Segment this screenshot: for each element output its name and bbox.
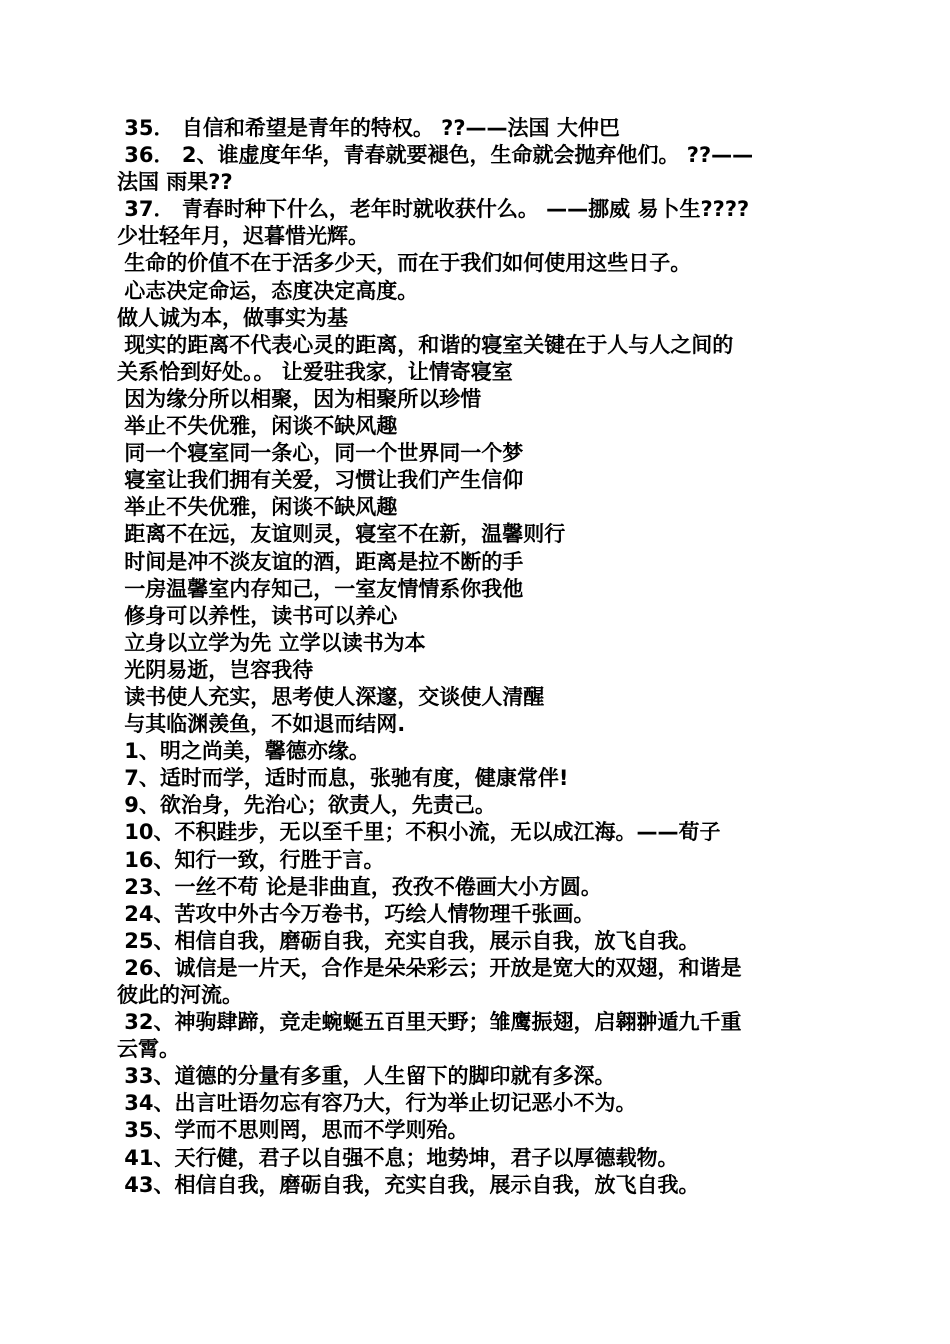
text-line: 寝室让我们拥有关爱，习惯让我们产生信仰 <box>117 468 524 493</box>
text-line: 26、诚信是一片天，合作是朵朵彩云；开放是宽大的双翅，和谐是 <box>117 955 742 980</box>
text-line: 关系恰到好处。。 让爱驻我家，让情寄寝室 <box>117 359 513 384</box>
text-line: 与其临渊羡鱼，不如退而结网. <box>117 712 406 737</box>
text-line: 36． 2、谁虚度年华，青春就要褪色，生命就会抛弃他们。 ??—— <box>117 143 754 168</box>
text-line: 41、天行健，君子以自强不息；地势坤，君子以厚德载物。 <box>117 1145 679 1170</box>
text-line: 彼此的河流。 <box>117 983 243 1007</box>
text-line: 法国 雨果?? <box>117 170 233 195</box>
text-line: 35、学而不思则罔，思而不学则殆。 <box>117 1118 469 1143</box>
text-line: 因为缘分所以相聚，因为相聚所以珍惜 <box>117 386 482 411</box>
text-line: 现实的距离不代表心灵的距离，和谐的寝室关键在于人与人之间的 <box>117 332 734 357</box>
text-line: 37． 青春时种下什么，老年时就收获什么。 ——挪威 易卜生???? <box>117 197 750 222</box>
text-line: 34、出言吐语勿忘有容乃大，行为举止切记恶小不为。 <box>117 1091 637 1116</box>
text-line: 少壮轻年月，迟暮惜光辉。 <box>117 224 369 249</box>
text-line: 举止不失优雅，闲谈不缺风趣 <box>117 414 398 439</box>
text-line: 32、神驹肆蹄，竞走蜿蜒五百里天野；雏鹰振翅，启翱翀遁九千重 <box>117 1010 742 1035</box>
text-line: 修身可以养性，读书可以养心 <box>117 603 398 628</box>
text-line: 9、欲治身，先治心；欲责人，先责己。 <box>117 793 496 818</box>
document-body <box>117 115 832 1199</box>
text-line: 举止不失优雅，闲谈不缺风趣 <box>117 495 398 520</box>
text-line: 35． 自信和希望是青年的特权。 ??——法国 大仲巴 <box>117 116 620 140</box>
text-line: 同一个寝室同一条心，同一个世界同一个梦 <box>117 441 524 466</box>
text-line: 读书使人充实，思考使人深邃，交谈使人清醒 <box>117 684 545 709</box>
text-line: 心志决定命运，态度决定高度。 <box>117 278 419 303</box>
text-line: 1、明之尚美，馨德亦缘。 <box>117 739 370 764</box>
text-line: 16、知行一致，行胜于言。 <box>117 847 385 872</box>
text-line: 时间是冲不淡友谊的酒，距离是拉不断的手 <box>117 549 524 574</box>
text-line: 10、不积跬步，无以至千里；不积小流，无以成江海。——荀子 <box>117 820 721 845</box>
text-line: 生命的价值不在于活多少天，而在于我们如何使用这些日子。 <box>117 251 692 276</box>
text-line: 43、相信自我，磨砺自我，充实自我，展示自我，放飞自我。 <box>117 1172 700 1197</box>
text-line: 光阴易逝，岂容我待 <box>117 657 314 682</box>
text-line: 7、适时而学，适时而息，张驰有度，健康常伴! <box>117 766 569 791</box>
text-line: 距离不在远，友谊则灵，寝室不在新，温馨则行 <box>117 522 566 547</box>
text-line: 立身以立学为先 立学以读书为本 <box>117 630 426 655</box>
text-line: 24、苦攻中外古今万卷书，巧绘人情物理千张画。 <box>117 901 595 926</box>
text-line: 云霄。 <box>117 1037 180 1062</box>
text-line: 做人诚为本，做事实为基 <box>117 305 348 330</box>
text-line: 一房温馨室内存知己，一室友情情系你我他 <box>117 576 524 601</box>
text-line: 25、相信自我，磨砺自我，充实自我，展示自我，放飞自我。 <box>117 928 700 953</box>
text-line: 23、一丝不苟 论是非曲直，孜孜不倦画大小方圆。 <box>117 874 602 899</box>
text-line: 33、道德的分量有多重，人生留下的脚印就有多深。 <box>117 1064 616 1089</box>
